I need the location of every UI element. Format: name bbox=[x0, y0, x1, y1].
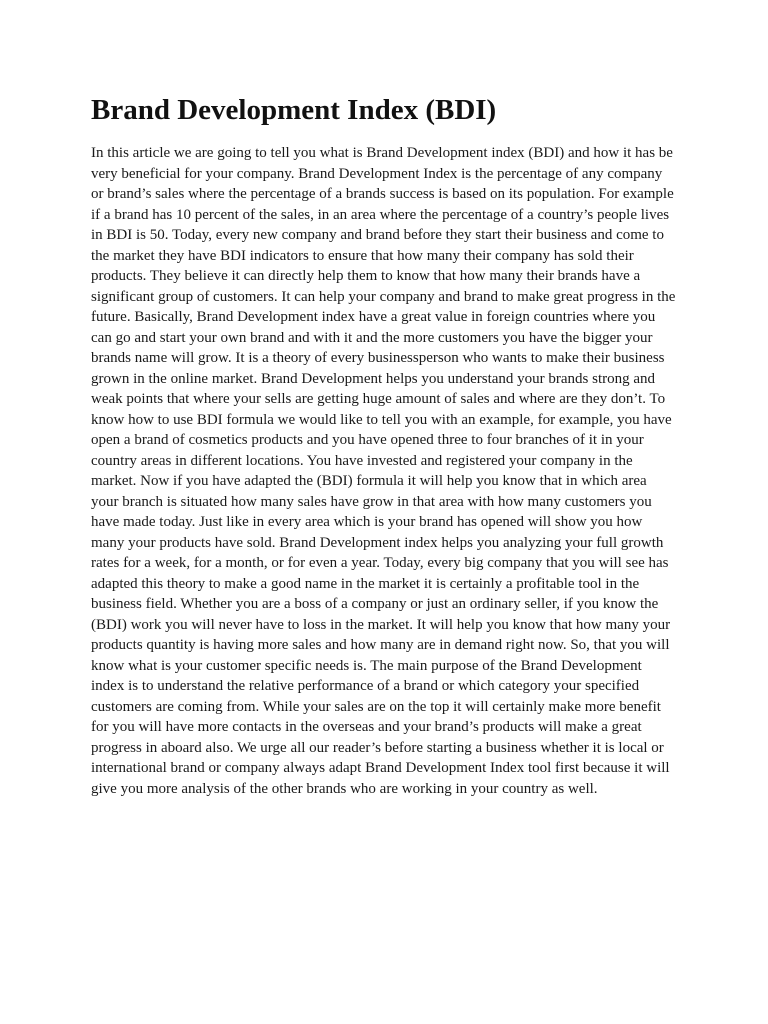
body-text-line: the market they have BDI indicators to ensure that how many their company has sold their bbox=[91, 247, 634, 264]
body-text-line: can go and start your own brand and with it and the more customers you have the bigger your bbox=[91, 329, 653, 346]
body-text-line: weak points that where your sells are getting huge amount of sales and where are they don’t. To bbox=[91, 391, 666, 407]
body-text-line: index is to understand the relative performance of a brand or which category your specified bbox=[91, 678, 640, 694]
body-text-line: adapted this theory to make a good name in the market it is certainly a profitable tool in the bbox=[91, 575, 640, 592]
body-text-line: have made today. Just like in every area which is your brand has opened will show you how bbox=[91, 514, 643, 530]
body-text-line: for you will have more contacts in the overseas and your brand’s products will make a great bbox=[91, 719, 642, 735]
body-text-line: future. Basically, Brand Development index have a great value in foreign countries where you bbox=[91, 309, 656, 325]
body-text-line: many your products have sold. Brand Development index helps you analyzing your full growth bbox=[91, 534, 664, 551]
body-text-line: products quantity is having more sales and how many are in demand right now. So, that you will bbox=[91, 637, 670, 653]
body-text-line: progress in aboard also. We urge all our reader’s before starting a business whether it is local or bbox=[91, 739, 664, 756]
body-text-line: give you more analysis of the other brands who are working in your country as well. bbox=[91, 780, 598, 797]
body-text-line: brands name will grow. It is a theory of every businessperson who wants to make their business bbox=[91, 350, 665, 366]
body-text-line: know what is your customer specific needs is. The main purpose of the Brand Development bbox=[91, 657, 642, 674]
body-text-line: or brand’s sales where the percentage of a brands success is based on its population. For example bbox=[91, 186, 674, 202]
body-text-line: country areas in different locations. You have invested and registered your company in the bbox=[91, 452, 633, 469]
body-text-line: very beneficial for your company. Brand Development Index is the percentage of any company bbox=[91, 165, 663, 182]
body-text-line: rates for a week, for a month, or for even a year. Today, every big company that you will see has bbox=[91, 555, 669, 571]
body-text-line: significant group of customers. It can help your company and brand to make great progress in the bbox=[91, 288, 676, 305]
body-text-line: In this article we are going to tell you what is Brand Development index (BDI) and how it has be bbox=[91, 145, 673, 161]
body-text-line: business field. Whether you are a boss of a company or just an ordinary seller, if you know the bbox=[91, 596, 659, 612]
body-text-line: customers are coming from. While your sales are on the top it will certainly make more benefit bbox=[91, 698, 661, 715]
body-text-line: products. They believe it can directly help them to know that how many their brands have a bbox=[91, 268, 641, 284]
document-body bbox=[91, 143, 696, 799]
body-text-line: in BDI is 50. Today, every new company and brand before they start their business and come to bbox=[91, 227, 664, 243]
body-text-line: if a brand has 10 percent of the sales, in an area where the percentage of a country’s people lives bbox=[91, 206, 670, 223]
body-text-line: know how to use BDI formula we would like to tell you with an example, for example, you have bbox=[91, 411, 672, 428]
body-text-line: grown in the online market. Brand Development helps you understand your brands strong and bbox=[91, 370, 656, 387]
body-text-line: (BDI) work you will never have to loss in the market. It will help you know that how many your bbox=[91, 616, 671, 633]
body-text-line: international brand or company always adapt Brand Development Index tool first because it will bbox=[91, 760, 670, 776]
body-text-line: your branch is situated how many sales have grow in that area with how many customers you bbox=[91, 493, 652, 510]
document-title: Brand Development Index (BDI) bbox=[91, 94, 497, 126]
body-text-line: market. Now if you have adapted the (BDI) formula it will help you know that in which area bbox=[91, 473, 647, 489]
body-text-line: open a brand of cosmetics products and you have opened three to four branches of it in your bbox=[91, 432, 644, 448]
